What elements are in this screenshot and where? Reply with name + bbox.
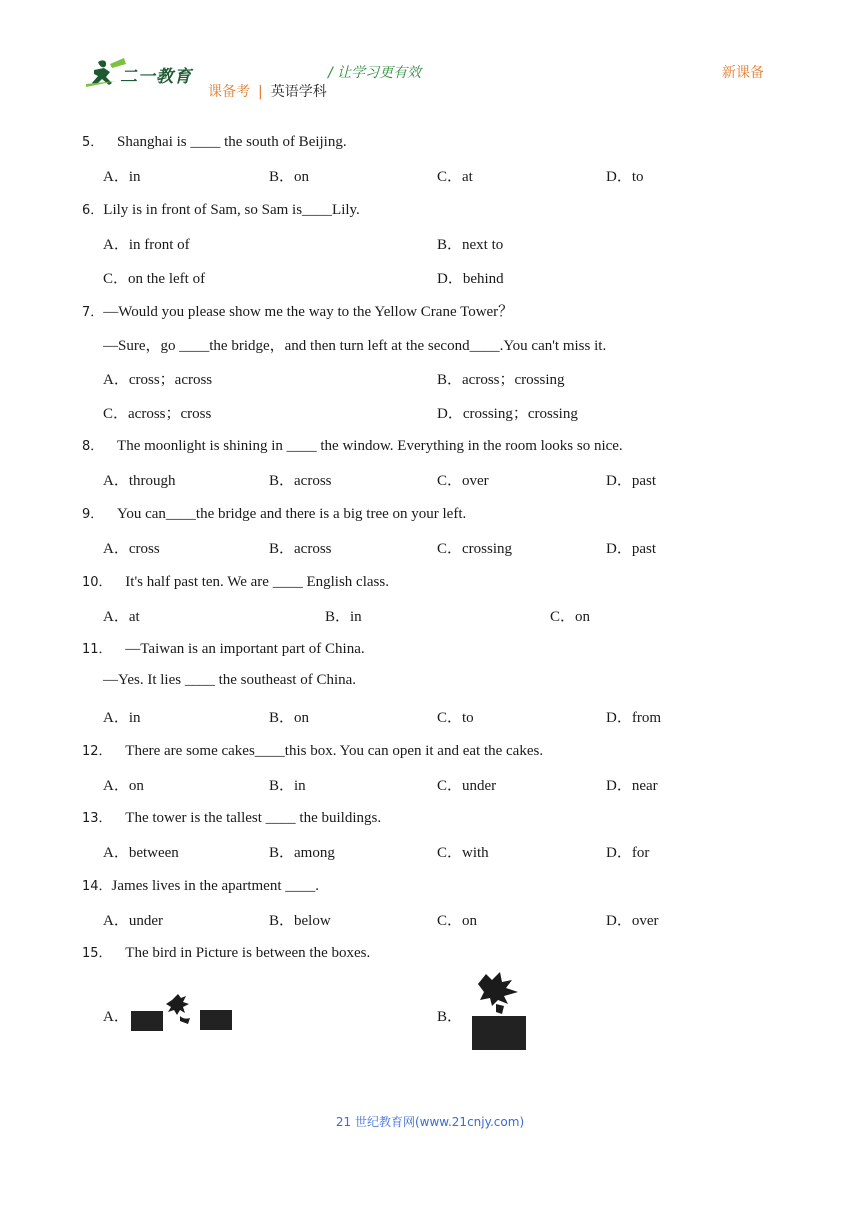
question-10 — [82, 571, 389, 591]
question-stem: It's half past ten. We are ____ English class. — [125, 574, 389, 590]
question-stem: —Would you please show me the way to the Yellow Crane Tower？ — [103, 304, 514, 320]
option-b[interactable]: B．below — [269, 913, 331, 929]
option-d[interactable]: D．near — [606, 778, 658, 794]
option-a[interactable]: A．between — [103, 845, 179, 861]
option-b[interactable]: B．in — [325, 609, 362, 625]
question-12 — [82, 740, 543, 760]
question-number: 15． — [82, 946, 112, 961]
option-c[interactable]: C．across；cross — [103, 406, 212, 422]
option-c[interactable]: C．with — [437, 845, 489, 861]
question-8 — [82, 435, 623, 455]
question-number: 7． — [82, 305, 104, 320]
question-number: 9． — [82, 507, 104, 522]
option-a[interactable]: A．on — [103, 778, 144, 794]
question-stem: The tower is the tallest ____ the buildings. — [125, 810, 382, 826]
question-stem-line2: —Yes. It lies ____ the southeast of China. — [103, 672, 357, 688]
option-c[interactable]: C．under — [437, 778, 497, 794]
question-number: 10． — [82, 575, 112, 590]
option-c[interactable]: C．on the left of — [103, 271, 206, 287]
question-stem: You can____the bridge and there is a big tree on your left. — [117, 506, 467, 522]
question-stem: The bird in Picture is between the boxes. — [125, 945, 371, 961]
option-a[interactable]: A．cross — [103, 541, 160, 557]
header-subtitle — [208, 81, 327, 101]
header-sub-separator: | — [258, 84, 263, 100]
option-d[interactable]: D．over — [606, 913, 659, 929]
option-b[interactable]: B．across — [269, 541, 332, 557]
question-number: 12． — [82, 744, 112, 759]
option-d[interactable]: D．crossing；crossing — [437, 406, 578, 422]
question-stem: —Taiwan is an important part of China. — [125, 641, 365, 657]
bird-on-box-image[interactable] — [468, 970, 530, 1054]
question-6 — [82, 199, 360, 219]
question-5 — [82, 131, 347, 151]
option-b[interactable]: B．next to — [437, 237, 504, 253]
option-d[interactable]: D．from — [606, 710, 661, 726]
option-c[interactable]: C．over — [437, 473, 489, 489]
question-15 — [82, 942, 370, 962]
question-stem: Lily is in front of Sam, so Sam is____Lily. — [103, 202, 360, 218]
header-new-course: 新课备 — [722, 65, 764, 81]
logo-text: 二一教育 — [120, 67, 192, 87]
question-number: 6． — [82, 203, 104, 218]
question-number: 13． — [82, 811, 112, 826]
bird-between-boxes-image[interactable] — [130, 992, 234, 1032]
question-13 — [82, 807, 381, 827]
question-stem: Shanghai is ____ the south of Beijing. — [117, 134, 347, 150]
header-slogan: / 让学习更有效 — [328, 65, 422, 81]
option-a[interactable]: A．under — [103, 913, 163, 929]
question-11 — [82, 638, 365, 658]
question-number: 5． — [82, 135, 104, 150]
option-d[interactable]: D．past — [606, 473, 656, 489]
question-number: 14． — [82, 879, 112, 894]
option-b[interactable]: B．in — [269, 778, 306, 794]
option-a[interactable]: A．through — [103, 473, 176, 489]
question-stem: There are some cakes____this box. You can open it and eat the cakes. — [125, 743, 544, 759]
option-d[interactable]: D．for — [606, 845, 650, 861]
question-stem: The moonlight is shining in ____ the window. Everything in the room looks so nice. — [117, 438, 623, 454]
option-a[interactable]: A．in front of — [103, 237, 190, 253]
option-c[interactable]: C．on — [437, 913, 478, 929]
option-b[interactable]: B． — [437, 1009, 463, 1025]
question-stem-line2: —Sure，go ____the bridge，and then turn left at the second____.You can't miss it. — [103, 338, 607, 354]
option-d[interactable]: D．past — [606, 541, 656, 557]
option-b[interactable]: B．across；crossing — [437, 372, 565, 388]
question-number: 11． — [82, 642, 112, 657]
question-9 — [82, 503, 466, 523]
question-number: 8． — [82, 439, 104, 454]
option-a[interactable]: A．in — [103, 710, 141, 726]
option-b[interactable]: B．among — [269, 845, 335, 861]
header-sub-left: 课备考 — [208, 84, 250, 100]
option-c[interactable]: C．crossing — [437, 541, 513, 557]
question-14 — [82, 875, 319, 895]
footer-text: 21 世纪教育网(www.21cnjy.com) — [335, 1115, 525, 1129]
question-stem: James lives in the apartment ____. — [111, 878, 319, 894]
option-b[interactable]: B．on — [269, 710, 310, 726]
option-a[interactable]: A．in — [103, 169, 141, 185]
option-c[interactable]: C．at — [437, 169, 473, 185]
option-d[interactable]: D．to — [606, 169, 644, 185]
option-b[interactable]: B．across — [269, 473, 332, 489]
header-sub-right: 英语学科 — [270, 84, 327, 100]
option-c[interactable]: C．on — [550, 609, 591, 625]
option-a[interactable]: A．cross；across — [103, 372, 213, 388]
option-a[interactable]: A．at — [103, 609, 140, 625]
option-d[interactable]: D．behind — [437, 271, 504, 287]
option-a[interactable]: A． — [103, 1009, 129, 1025]
option-b[interactable]: B．on — [269, 169, 310, 185]
option-c[interactable]: C．to — [437, 710, 474, 726]
question-7 — [82, 300, 513, 321]
